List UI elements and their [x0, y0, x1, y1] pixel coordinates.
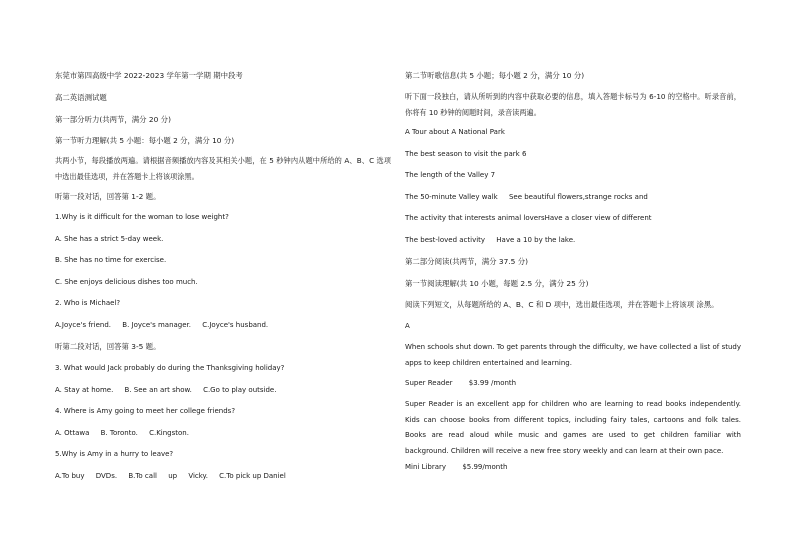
tour-row-4: The activity that interests animal loversHave a closer view of different [405, 214, 652, 222]
tour-row-1: The best season to visit the park 6 [405, 150, 527, 158]
question-2: 2. Who is Michael? [55, 299, 121, 307]
option-b: B. See an art show. [124, 386, 192, 394]
question-1-option-c: C. She enjoys delicious dishes too much. [55, 278, 198, 286]
question-5-options [55, 472, 286, 481]
option-b-end: Vicky. [188, 472, 208, 480]
app1-price: $3.99 /month [468, 379, 517, 387]
passage-label: A [405, 322, 410, 330]
question-1-option-b: B. She has no time for exercise. [55, 256, 167, 264]
app2-price: $5.99/month [462, 463, 508, 471]
dialog1-label: 听第一段对话，回答第 1-2 题。 [55, 192, 161, 201]
dialog2-label: 听第二段对话，回答第 3-5 题。 [55, 342, 161, 351]
option-c: C.Joyce's husband. [202, 321, 269, 329]
app1-heading [405, 379, 516, 388]
row-value: Have a 10 by the lake. [496, 236, 576, 244]
row-label: The best-loved activity [405, 236, 486, 244]
exam-title: 东莞市第四高级中学 2022-2023 学年第一学期 期中段考 [55, 71, 243, 80]
option-c: C.Go to play outside. [203, 386, 277, 394]
option-a-cont: DVDs. [95, 472, 118, 480]
section3-instructions: 阅读下列短文，从每题所给的 A、B、C 和 D 项中，选出最佳选项，并在答题卡上将该项 涂黑。 [405, 300, 719, 309]
option-b: B. Joyce's manager. [122, 321, 192, 329]
row-value: See beautiful flowers,strange rocks and [508, 193, 648, 201]
option-b: B. Toronto. [100, 429, 138, 437]
question-2-options [55, 321, 268, 330]
part2-heading: 第二部分阅读(共两节，满分 37.5 分) [405, 257, 529, 266]
app1-name: Super Reader [405, 379, 453, 387]
part1-heading: 第一部分听力(共两节，满分 20 分) [55, 115, 171, 124]
passage-intro: When schools shut down. To get parents through the difficulty, we have collected a list of study apps to keep children entertained and learning. [405, 343, 741, 367]
app2-name: Mini Library [405, 463, 447, 471]
option-a: A. Ottawa [55, 429, 90, 437]
exam-subtitle: 高二英语测试题 [55, 93, 107, 102]
section2-heading: 第二节听歌信息(共 5 小题；每小题 2 分，满分 10 分) [405, 71, 585, 80]
question-4: 4. Where is Amy going to meet her college friends? [55, 407, 236, 415]
option-b-cont: up [168, 472, 178, 480]
option-a: A.To buy [55, 472, 85, 480]
row-label: The 50-minute Valley walk [405, 193, 498, 201]
option-a: A.Joyce's friend. [55, 321, 112, 329]
question-3: 3. What would Jack probably do during the Thanksgiving holiday? [55, 364, 285, 372]
section3-heading: 第一节阅读理解(共 10 小题，每题 2.5 分，满分 25 分) [405, 279, 589, 288]
tour-title: A Tour about A National Park [405, 128, 505, 136]
question-4-options [55, 429, 189, 438]
question-3-options [55, 386, 276, 395]
option-c: C.Kingston. [149, 429, 189, 437]
option-a: A. Stay at home. [55, 386, 114, 394]
section1-heading: 第一节听力理解(共 5 小题：每小题 2 分，满分 10 分) [55, 136, 235, 145]
question-5: 5.Why is Amy in a hurry to leave? [55, 450, 174, 458]
tour-row-3 [405, 193, 648, 202]
option-c: C.To pick up Daniel [219, 472, 286, 480]
question-1-option-a: A. She has a strict 5-day week. [55, 235, 164, 243]
app2-heading [405, 463, 507, 472]
tour-row-5 [405, 236, 575, 245]
question-1: 1.Why is it difficult for the woman to lose weight? [55, 213, 229, 221]
option-b: B.To call [128, 472, 157, 480]
tour-row-2: The length of the Valley 7 [405, 171, 496, 179]
app1-description: Super Reader is an excellent app for children who are learning to read books independently. Kids can choose books from different topics, including fairy tales, cartoons and folk tales. Books are read aloud while music and games are used to get children familiar with background. Children will receive a new free story weekly and can learn at their own pace. [405, 400, 741, 455]
section1-instructions: 共两小节，每段播放两遍。请根据音频播放内容及其相关小题，在 5 秒钟内从题中所给的 A、B、C 选项中选出最佳选项，并在答题卡上将该项涂黑。 [55, 156, 391, 181]
section2-instructions: 听下面一段独白，请从所听到的内容中获取必要的信息，填入答题卡标号为 6-10 的空格中。听录音前，你将有 10 秒钟的阅题时间，录音读两遍。 [405, 92, 741, 117]
